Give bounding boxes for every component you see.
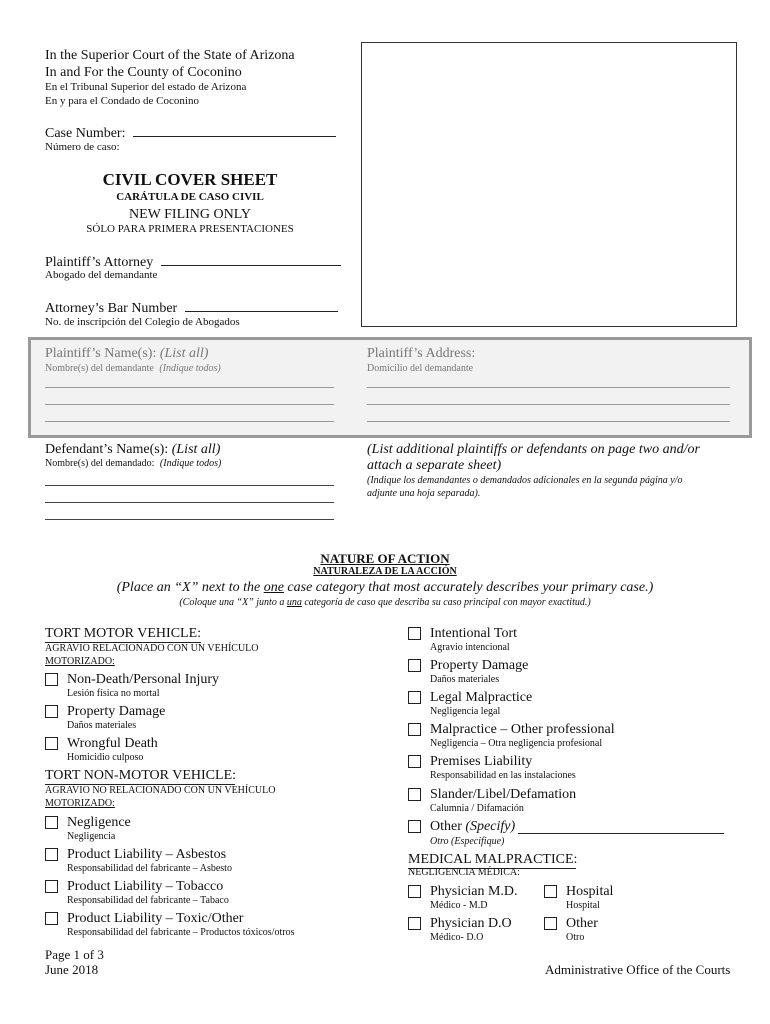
option-label: Property Damage (430, 658, 529, 673)
nature-instruction-es (0, 597, 770, 609)
clerk-stamp-box (361, 42, 737, 327)
option-label: Property Damage (67, 704, 166, 719)
option-label-es: Negligencia – Otra negligencia profesional (430, 738, 603, 749)
plaintiff-name-label (45, 346, 208, 362)
nature-instruction-post: case category that most accurately describes your primary case.) (283, 580, 654, 595)
page-number: Page 1 of 3 (45, 947, 104, 962)
checkbox-premises-liability[interactable] (408, 755, 421, 768)
nature-instruction-one: one (263, 580, 284, 595)
additional-note-line-1: (List additional plaintiffs or defendants on page two and/or (367, 442, 700, 457)
bar-number-label: Attorney’s Bar Number (45, 301, 178, 316)
option-label: Product Liability – Toxic/Other (67, 911, 244, 926)
plaintiff-name-label-es (45, 363, 221, 375)
tort-non-motor-title-es-1: AGRAVIO NO RELACIONADO CON UN VEHÍCULO (45, 785, 276, 796)
court-line-2-es: En y para el Condado de Coconino (45, 95, 199, 107)
option-label-es: Lesión física no mortal (67, 688, 160, 699)
checkbox-physician-md[interactable] (408, 885, 421, 898)
nature-instruction-es-una: una (286, 597, 302, 608)
court-line-2: In and For the County of Coconino (45, 65, 242, 80)
tort-non-motor-title: TORT NON-MOTOR VEHICLE: (45, 768, 237, 783)
option-label-es: Negligencia (67, 831, 116, 842)
attorney-label-es: Abogado del demandante (45, 269, 158, 281)
case-number-label-es: Número de caso: (45, 141, 120, 153)
form-subtitle: NEW FILING ONLY (129, 207, 251, 222)
nature-title: NATURE OF ACTION (320, 551, 450, 566)
checkbox-property-damage-motor[interactable] (45, 705, 58, 718)
case-number-label: Case Number: (45, 126, 126, 141)
additional-note-es-line-1: (Indique los demandantes o demandados adicionales en la segunda página y/o (367, 475, 683, 486)
other-label-es: Otro (Especifique) (430, 836, 505, 847)
defendant-name-label-text: Defendant’s Name(s): (45, 442, 169, 457)
option-label-es: Negligencia legal (430, 706, 501, 717)
option-label: Hospital (566, 884, 614, 899)
option-label: Premises Liability (430, 754, 533, 769)
plaintiff-name-line[interactable] (45, 387, 334, 388)
checkbox-malpractice-other[interactable] (408, 723, 421, 736)
tort-motor-title-es-2: MOTORIZADO: (45, 656, 115, 667)
medical-malpractice-title-es: NEGLIGENCIA MÉDICA: (408, 867, 520, 878)
other-label: Other (430, 819, 462, 834)
checkbox-product-liability-toxic[interactable] (45, 912, 58, 925)
option-label: Negligence (67, 815, 131, 830)
checkbox-product-liability-asbestos[interactable] (45, 848, 58, 861)
option-label: Physician D.O (430, 916, 512, 931)
plaintiff-name-label-es-text: Nombre(s) del demandante (45, 363, 154, 374)
bar-number-row (45, 299, 338, 317)
plaintiff-name-label-text: Plaintiff’s Name(s): (45, 346, 157, 361)
plaintiff-address-line[interactable] (367, 421, 730, 422)
checkbox-property-damage[interactable] (408, 659, 421, 672)
option-label-es: Calumnia / Difamación (430, 803, 524, 814)
checkbox-product-liability-tobacco[interactable] (45, 880, 58, 893)
option-label: Non-Death/Personal Injury (67, 672, 220, 687)
form-title-es: CARÁTULA DE CASO CIVIL (116, 191, 264, 203)
nature-title-es: NATURALEZA DE LA ACCIÓN (313, 566, 457, 577)
tort-motor-title-es-1: AGRAVIO RELACIONADO CON UN VEHÍCULO (45, 643, 259, 654)
tort-motor-title: TORT MOTOR VEHICLE: (45, 626, 202, 641)
bar-number-field[interactable] (185, 299, 338, 312)
option-label-es: Responsabilidad del fabricante – Tabaco (67, 895, 229, 906)
option-label: Wrongful Death (67, 736, 158, 751)
checkbox-slander-libel[interactable] (408, 788, 421, 801)
option-label-es: Hospital (566, 900, 600, 911)
defendant-name-label-es-text: Nombre(s) del demandado: (45, 458, 155, 469)
other-hint: (Specify) (465, 819, 516, 834)
option-label-es: Médico - M.D (430, 900, 488, 911)
defendant-name-line[interactable] (45, 519, 334, 520)
option-label: Intentional Tort (430, 626, 518, 641)
nature-instruction-pre: (Place an “X” next to the (116, 580, 264, 595)
checkbox-physician-do[interactable] (408, 917, 421, 930)
option-label-es: Responsabilidad del fabricante – Productos tóxicos/otros (67, 927, 295, 938)
tort-non-motor-title-es-2: MOTORIZADO: (45, 798, 115, 809)
option-label: Legal Malpractice (430, 690, 533, 705)
plaintiff-name-line[interactable] (45, 404, 334, 405)
option-label: Malpractice – Other professional (430, 722, 615, 737)
checkbox-negligence[interactable] (45, 816, 58, 829)
form-title: CIVIL COVER SHEET (102, 170, 278, 189)
court-line-1: In the Superior Court of the State of Arizona (45, 48, 295, 63)
plaintiff-address-label-es: Domicilio del demandante (367, 363, 474, 374)
medical-malpractice-title: MEDICAL MALPRACTICE: (408, 852, 578, 867)
bar-number-label-es: No. de inscripción del Colegio de Abogados (45, 316, 240, 328)
option-label: Slander/Libel/Defamation (430, 787, 577, 802)
plaintiff-address-label: Plaintiff’s Address: (367, 346, 476, 361)
defendant-name-label (45, 442, 220, 458)
option-label-es: Responsabilidad del fabricante – Asbesto (67, 863, 232, 874)
form-date: June 2018 (45, 962, 99, 977)
nature-instruction-es-post: categoría de caso que describa su caso principal con mayor exactitud.) (301, 597, 591, 608)
nature-instruction-es-pre: (Coloque una “X” junto a (179, 597, 287, 608)
option-label: Other (566, 916, 598, 931)
checkbox-hospital[interactable] (544, 885, 557, 898)
nature-instruction (0, 580, 770, 596)
case-number-row (45, 124, 336, 142)
option-label-es: Responsabilidad en las instalaciones (430, 770, 576, 781)
checkbox-non-death-injury[interactable] (45, 673, 58, 686)
defendant-name-line[interactable] (45, 502, 334, 503)
checkbox-other-specify[interactable] (408, 820, 421, 833)
checkbox-legal-malpractice[interactable] (408, 691, 421, 704)
defendant-name-hint: (List all) (171, 442, 221, 457)
attorney-label: Plaintiff’s Attorney (45, 255, 154, 270)
plaintiff-name-hint-es: (Indique todos) (159, 363, 221, 374)
option-label-es: Otro (566, 932, 585, 943)
option-label-es: Médico- D.O (430, 932, 484, 943)
other-specify-field[interactable] (518, 833, 724, 834)
plaintiff-address-line[interactable] (367, 387, 730, 388)
other-specify-row (430, 819, 515, 835)
checkbox-medical-other[interactable] (544, 917, 557, 930)
defendant-name-hint-es: (Indique todos) (159, 458, 222, 469)
case-number-field[interactable] (133, 124, 336, 137)
plaintiff-name-line[interactable] (45, 421, 334, 422)
option-label: Physician M.D. (430, 884, 518, 899)
option-label-es: Agravio intencional (430, 642, 510, 653)
defendant-name-label-es (45, 458, 221, 470)
option-label: Product Liability – Asbestos (67, 847, 227, 862)
additional-note-line-2: attach a separate sheet) (367, 458, 502, 473)
option-label-es: Homicidio culposo (67, 752, 144, 763)
checkbox-intentional-tort[interactable] (408, 627, 421, 640)
checkbox-wrongful-death[interactable] (45, 737, 58, 750)
form-subtitle-es: SÓLO PARA PRIMERA PRESENTACIONES (86, 223, 294, 235)
option-label-es: Daños materiales (67, 720, 137, 731)
plaintiff-address-line[interactable] (367, 404, 730, 405)
office-name: Administrative Office of the Courts (545, 962, 731, 977)
option-label: Product Liability – Tobacco (67, 879, 224, 894)
defendant-name-line[interactable] (45, 485, 334, 486)
additional-note-es-line-2: adjunte una hoja separada). (367, 488, 481, 499)
court-line-1-es: En el Tribunal Superior del estado de Arizona (45, 81, 247, 93)
plaintiff-name-hint: (List all) (159, 346, 209, 361)
option-label-es: Daños materiales (430, 674, 500, 685)
attorney-field[interactable] (161, 253, 341, 266)
